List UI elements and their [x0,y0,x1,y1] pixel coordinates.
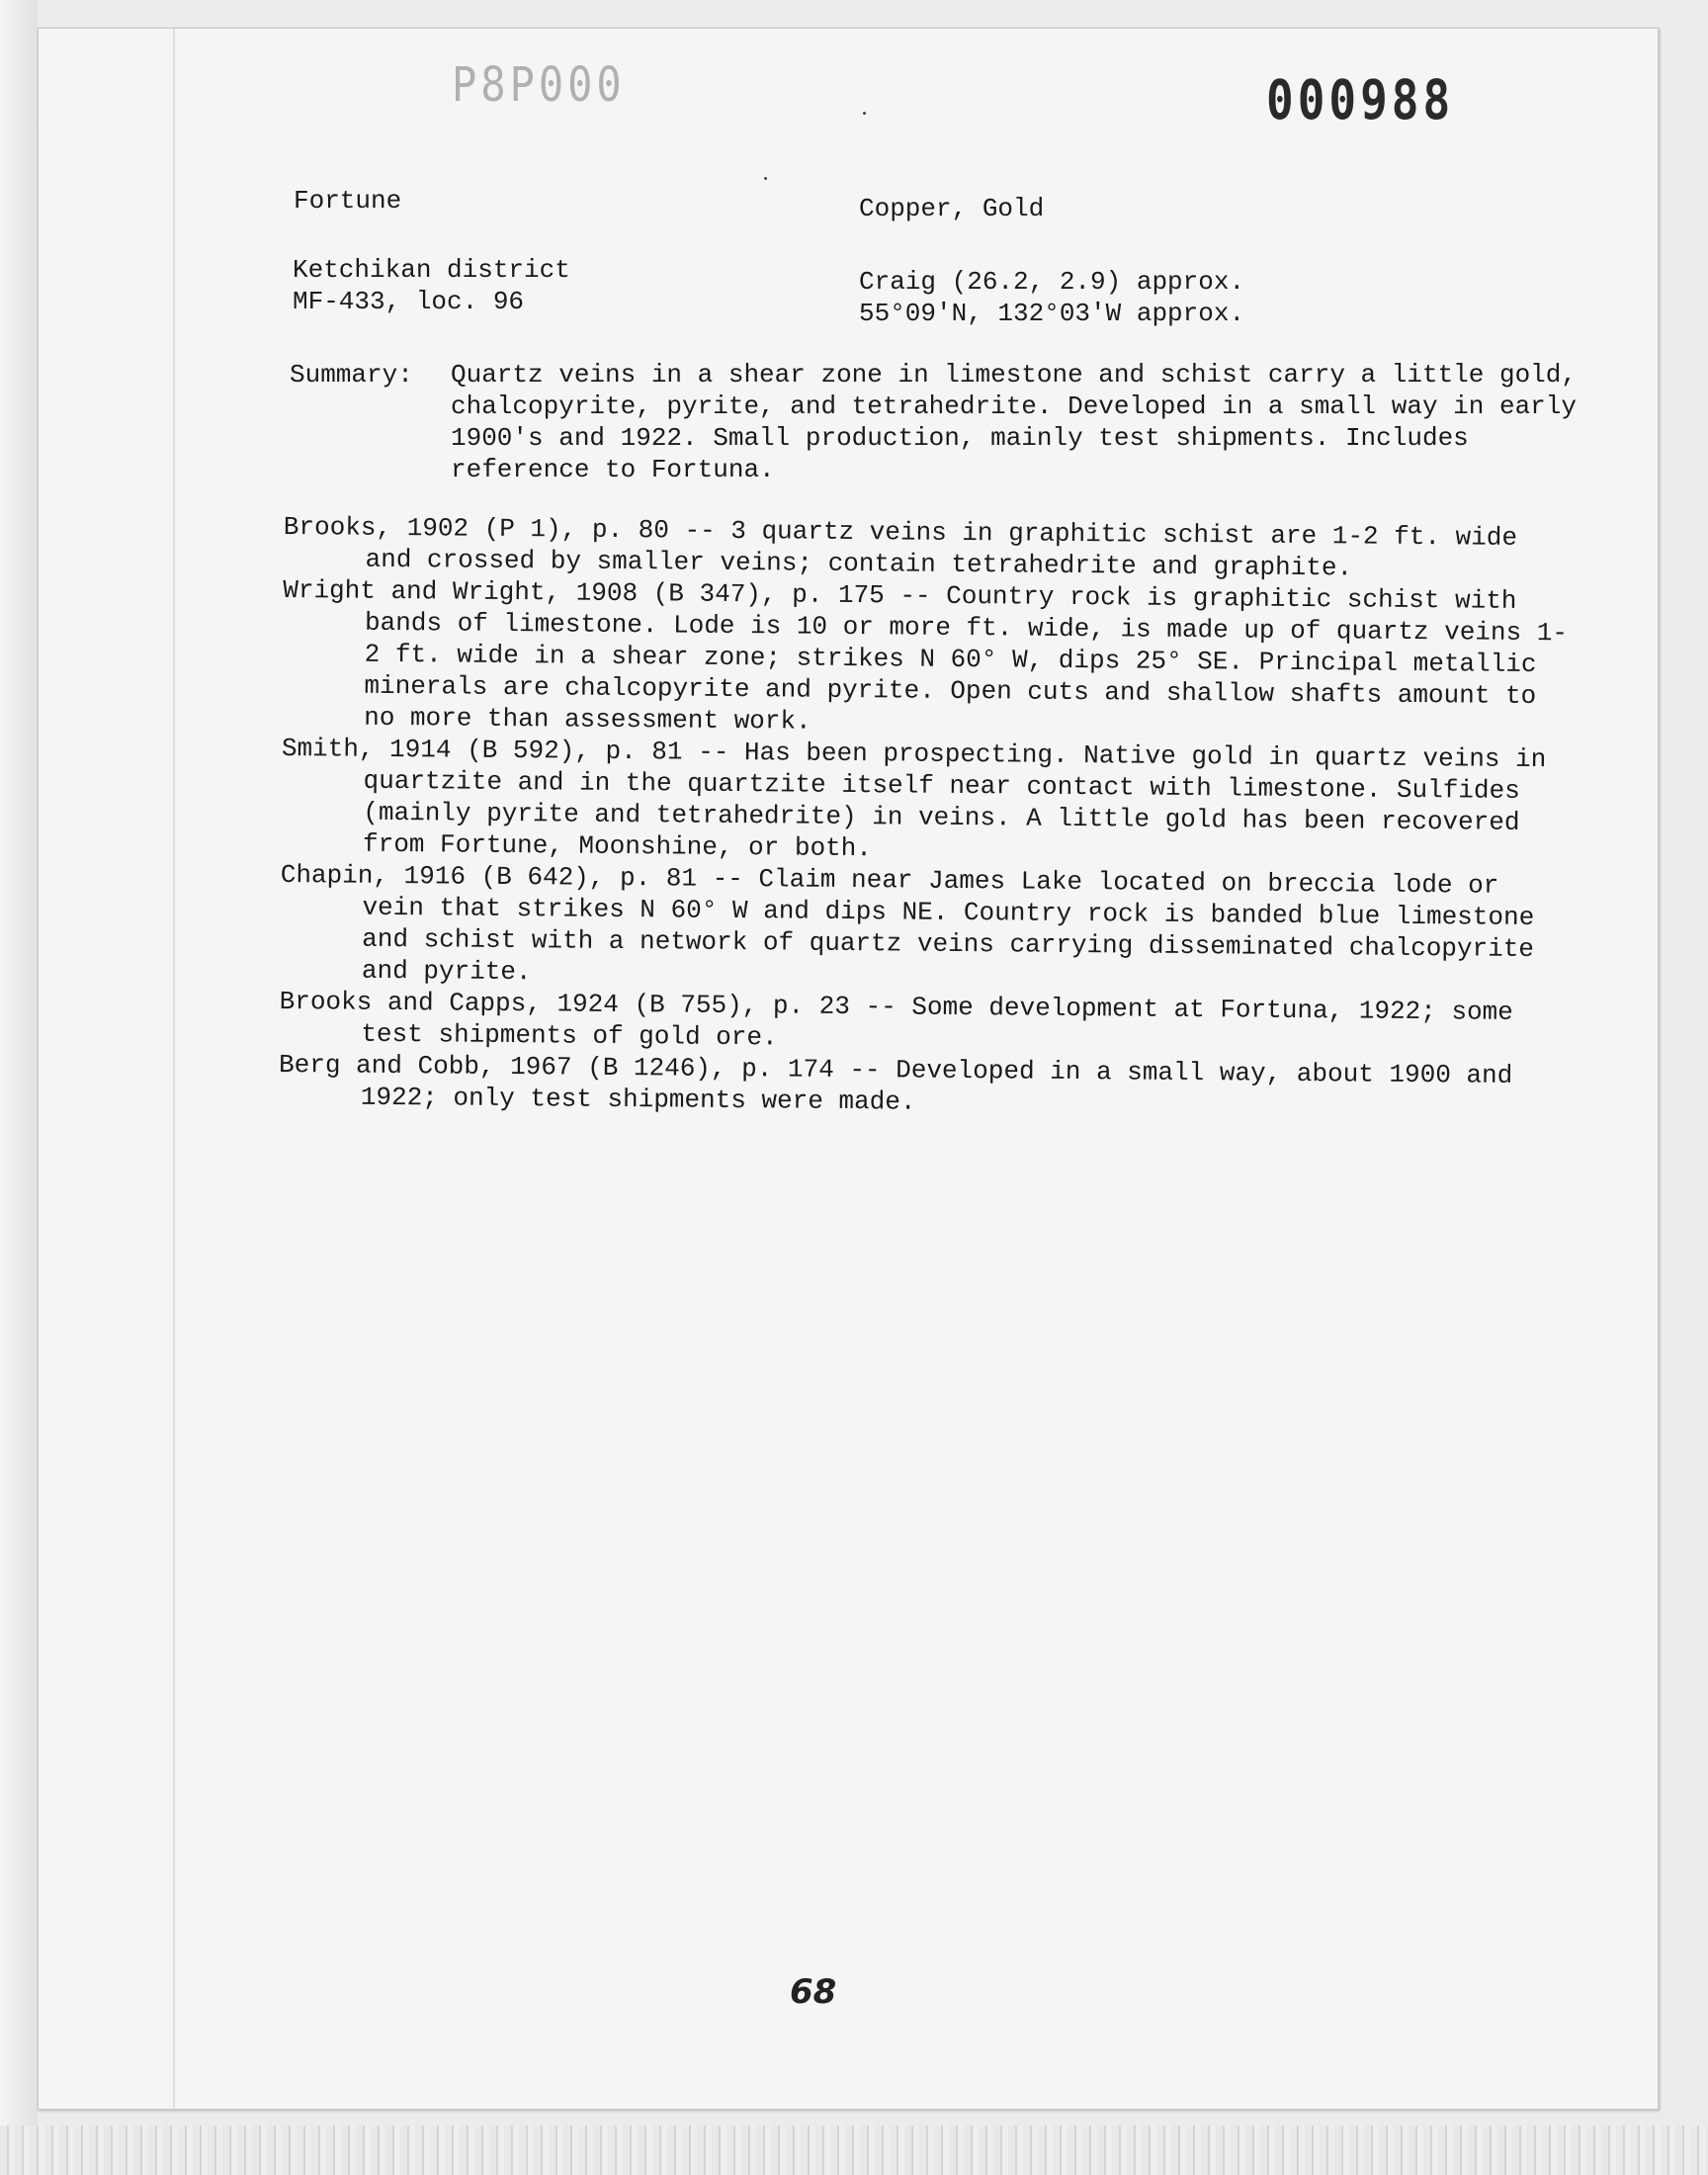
stamp-top-right: 000988 [1266,67,1455,132]
commodities: Copper, Gold [859,194,1045,223]
reference-entry: Berg and Cobb, 1967 (B 1246), p. 174 -- Developed in a small way, about 1900 and 1922; only test shipments were made. [278,1049,1513,1117]
summary-label: Summary: [290,360,413,390]
quadrangle-location: Craig (26.2, 2.9) approx. [859,267,1245,297]
coordinates: 55°09'N, 132°03'W approx. [859,299,1245,328]
scan-edge-bottom [0,2126,1708,2175]
reference-entry: Chapin, 1916 (B 642), p. 81 -- Claim near James Lake located on breccia lode or vein that strikes N 60° W and dips NE. Country rock is banded blue limestone and schist with a network of quartz veins carrying disseminated chalcopyrite and pyrite. [280,859,1535,988]
stamp-top-left: P8P000 [452,56,626,113]
document-page [38,28,1659,2110]
district: Ketchikan district [293,255,570,285]
map-reference: MF-433, loc. 96 [293,287,525,316]
page-number: 68 [790,1972,837,2012]
summary-text: Quartz veins in a shear zone in limestone and schist carry a little gold, chalcopyrite, pyrite, and tetrahedrite. Developed in a small way in early 1900's and 1922. Small production, mainly test shipments. Includes reference to Fortuna. [451,360,1577,484]
reference-entry: Smith, 1914 (B 592), p. 81 -- Has been prospecting. Native gold in quartz veins in quartzite and in the quartzite itself near contact with limestone. Sulfides (mainly pyrite and tetrahedrite) in veins. A little gold has been recovered from Fortune, Moonshine, or both. [281,733,1547,864]
deposit-name: Fortune [294,186,402,216]
reference-entry: Brooks, 1902 (P 1), p. 80 -- 3 quartz veins in graphitic schist are 1-2 ft. wide and crossed by smaller veins; contain tetrahedrite and graphite. [283,512,1518,583]
scan-speck [764,177,767,180]
reference-entry: Wright and Wright, 1908 (B 347), p. 175 -- Country rock is graphitic schist with bands of limestone. Lode is 10 or more ft. wide, is made up of quartz veins 1-2 ft. wide in a shear zone; strikes N 60° W, dips 25° SE. Principal metallic minerals are chalcopyrite and pyrite. Open cuts and shallow shafts amount to no more than assessment work. [283,574,1569,737]
scan-speck [863,112,866,115]
scan-edge-left [0,0,38,2175]
reference-entry: Brooks and Capps, 1924 (B 755), p. 23 -- Some development at Fortuna, 1922; some test shipments of gold ore. [279,986,1513,1053]
page-fold-shadow [173,29,175,2109]
references-list [279,511,1579,1123]
